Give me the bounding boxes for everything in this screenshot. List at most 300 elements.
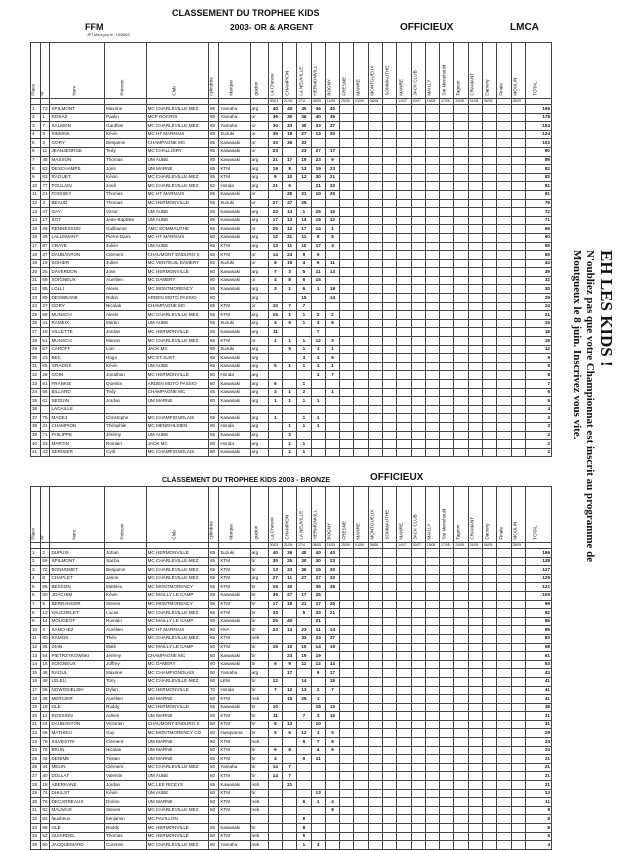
table-cell: 1 — [311, 354, 325, 363]
column-header-label: MONTGUEUX — [369, 510, 375, 540]
side-line-3: Montgueux le 8 juin. Inscrivez vous vite. — [571, 250, 583, 440]
table-cell — [340, 609, 354, 618]
table-cell: 1 — [311, 414, 325, 423]
column-header — [268, 43, 282, 99]
table-cell: arg — [250, 414, 268, 423]
table-cell — [411, 566, 425, 575]
column-header-label: HERMONVILL — [312, 510, 318, 540]
table-cell: MC CHAMPIGNOLAIS — [146, 669, 208, 678]
table-cell: MC CHARLEVILLE-MEZ — [146, 105, 208, 114]
table-cell: BRUN — [50, 746, 105, 755]
table-cell — [425, 105, 439, 114]
table-cell: 1 — [297, 345, 311, 354]
table-cell: 8 — [283, 276, 297, 285]
table-cell — [411, 591, 425, 600]
table-cell — [497, 388, 511, 397]
table-cell — [340, 122, 354, 131]
table-cell — [468, 772, 482, 781]
table-cell — [454, 763, 468, 772]
table-cell — [397, 276, 411, 285]
table-cell: DAUBANTON — [50, 251, 105, 260]
table-cell — [397, 798, 411, 807]
table-cell: UM MARNE — [146, 755, 208, 764]
table-cell: RAMEIX — [50, 319, 105, 328]
total-cell: 21 — [525, 772, 551, 781]
table-cell — [397, 549, 411, 558]
table-cell — [368, 139, 382, 148]
table-cell: 1 — [297, 208, 311, 217]
table-cell: 3 — [41, 139, 50, 148]
table-cell: ROSAZ — [50, 113, 105, 122]
table-cell — [354, 105, 368, 114]
table-cell — [468, 557, 482, 566]
table-cell — [511, 746, 525, 755]
table-cell: or — [250, 199, 268, 208]
column-header — [311, 487, 325, 543]
table-cell: 1 — [311, 695, 325, 704]
table-row — [31, 208, 552, 217]
table-cell — [411, 772, 425, 781]
date-cell: 27/4 — [297, 543, 311, 549]
table-cell: Kawasaki — [219, 147, 250, 156]
table-cell — [354, 626, 368, 635]
table-cell: 82 — [208, 182, 218, 191]
table-cell: 14 — [283, 208, 297, 217]
table-cell — [440, 626, 454, 635]
table-cell — [354, 173, 368, 182]
table-cell — [468, 345, 482, 354]
table-row — [31, 199, 552, 208]
table-cell: DOLLAT — [50, 772, 105, 781]
table-cell: SPILMONT — [50, 105, 105, 114]
table-cell — [454, 156, 468, 165]
table-cell: 65 — [208, 824, 218, 833]
table-cell — [368, 380, 382, 389]
table-cell — [397, 557, 411, 566]
table-cell — [411, 259, 425, 268]
table-cell — [511, 190, 525, 199]
table-cell — [411, 669, 425, 678]
table-cell — [454, 268, 468, 277]
table-cell: 5 — [325, 354, 339, 363]
table-cell: 38 — [31, 422, 41, 431]
table-cell — [497, 371, 511, 380]
table-cell: 1 — [268, 397, 282, 406]
table-cell: 5 — [31, 583, 41, 592]
table-cell — [354, 815, 368, 824]
table-cell — [454, 557, 468, 566]
table-cell — [340, 328, 354, 337]
table-cell — [482, 190, 496, 199]
table-cell: 65 — [208, 600, 218, 609]
table-cell: arg — [250, 448, 268, 457]
date-cell: 21/04 — [283, 543, 297, 549]
table-cell — [497, 557, 511, 566]
table-cell — [482, 328, 496, 337]
table-cell — [468, 405, 482, 414]
table-cell — [440, 328, 454, 337]
table-cell — [382, 285, 396, 294]
table-cell — [425, 130, 439, 139]
table-cell: br — [250, 600, 268, 609]
table-row — [31, 609, 552, 618]
table-cell — [497, 216, 511, 225]
table-cell — [411, 122, 425, 131]
table-cell: 24 — [31, 302, 41, 311]
table-cell: 23 — [297, 626, 311, 635]
table-cell — [340, 806, 354, 815]
table-cell: DECARREAUX — [50, 798, 105, 807]
table-cell: GORY — [50, 302, 105, 311]
column-header — [525, 43, 551, 99]
table-cell: 7 — [31, 156, 41, 165]
table-cell — [340, 600, 354, 609]
table-cell: MERCIER — [50, 695, 105, 704]
table-cell — [368, 165, 382, 174]
table-row — [31, 626, 552, 635]
table-cell: BEC — [50, 354, 105, 363]
table-cell: 6 — [268, 746, 282, 755]
table-cell: 15 — [325, 677, 339, 686]
table-cell — [311, 832, 325, 841]
table-row — [31, 397, 552, 406]
table-cell: br — [250, 591, 268, 600]
table-cell: 19 — [311, 652, 325, 661]
table-cell — [468, 789, 482, 798]
table-cell: 65 — [208, 285, 218, 294]
table-cell: 23 — [283, 251, 297, 260]
total-cell: 30 — [525, 285, 551, 294]
table-cell — [468, 815, 482, 824]
total-cell: 24 — [525, 738, 551, 747]
table-cell: 1 — [297, 414, 311, 423]
table-cell: arg — [250, 371, 268, 380]
table-cell: 65 — [208, 311, 218, 320]
table-cell: 23 — [297, 147, 311, 156]
table-cell — [425, 233, 439, 242]
table-cell: 71 — [41, 431, 50, 440]
table-cell — [340, 165, 354, 174]
table-cell — [454, 806, 468, 815]
table-cell: arg — [250, 294, 268, 303]
table-cell — [340, 738, 354, 747]
table-cell: MATHIEU — [50, 729, 105, 738]
table-cell — [440, 440, 454, 449]
table-cell — [411, 763, 425, 772]
table-cell — [468, 549, 482, 558]
table-cell: CHAMPION — [50, 422, 105, 431]
table-cell — [397, 233, 411, 242]
table-cell — [397, 388, 411, 397]
table-cell — [283, 738, 297, 747]
table-cell — [425, 251, 439, 260]
total-cell: 5 — [525, 397, 551, 406]
table-cell: or — [250, 259, 268, 268]
table-cell: 50 — [208, 746, 218, 755]
table-cell — [411, 139, 425, 148]
column-header-label: FRESNE — [341, 77, 347, 96]
table-cell — [482, 311, 496, 320]
table-cell: 4 — [311, 746, 325, 755]
table-cell — [411, 626, 425, 635]
table-cell — [425, 311, 439, 320]
total-cell: 29 — [525, 729, 551, 738]
table-cell: 65 — [41, 362, 50, 371]
table-cell: CHAMPAGNE MC — [146, 652, 208, 661]
column-header — [250, 43, 268, 99]
table-cell — [283, 634, 297, 643]
table-cell: Kawasaki — [219, 388, 250, 397]
table-cell: SPILMONT — [50, 557, 105, 566]
table-cell — [511, 806, 525, 815]
table-cell: Aurélien — [105, 626, 147, 635]
table-cell: Jason — [105, 574, 147, 583]
table-cell: 1 — [311, 397, 325, 406]
table-cell: br — [250, 712, 268, 721]
table-cell: CHAUMONT ENDURO S — [146, 720, 208, 729]
table-cell — [454, 190, 468, 199]
table-cell — [297, 669, 311, 678]
table-cell: 1 — [297, 319, 311, 328]
table-cell — [368, 772, 382, 781]
table-cell: 65 — [208, 549, 218, 558]
table-cell — [425, 448, 439, 457]
table-cell: 82 — [41, 815, 50, 824]
table-cell — [382, 695, 396, 704]
date-cell: 20/07 — [411, 99, 425, 105]
table-cell: KTM — [219, 643, 250, 652]
table-cell — [397, 440, 411, 449]
table-cell — [497, 566, 511, 575]
table-cell — [411, 113, 425, 122]
table-cell: Kawasaki — [219, 362, 250, 371]
table-cell: br — [250, 755, 268, 764]
table-cell — [219, 405, 250, 414]
table-row — [31, 319, 552, 328]
table-cell — [354, 139, 368, 148]
table-cell — [440, 634, 454, 643]
column-header-label: TOTAL — [532, 525, 538, 540]
table-cell — [454, 380, 468, 389]
table-cell — [382, 806, 396, 815]
table-cell — [368, 824, 382, 833]
table-cell — [368, 345, 382, 354]
table-cell — [482, 173, 496, 182]
table-cell — [440, 319, 454, 328]
table-cell: 89 — [41, 294, 50, 303]
total-cell: 31 — [525, 712, 551, 721]
table-cell — [368, 440, 382, 449]
table-cell — [511, 405, 525, 414]
table-cell — [325, 276, 339, 285]
table-cell — [382, 414, 396, 423]
table-cell: 19 — [268, 165, 282, 174]
table-cell: 82 — [208, 259, 218, 268]
table-cell: MC MAILLY LE CAMP — [146, 591, 208, 600]
table-cell — [411, 380, 425, 389]
table-cell — [497, 251, 511, 260]
table-cell — [340, 557, 354, 566]
table-row — [31, 729, 552, 738]
table-cell: MC HT MARNAIS — [146, 233, 208, 242]
table-cell: 30 — [283, 113, 297, 122]
table-cell: 17 — [311, 242, 325, 251]
table-cell — [325, 328, 339, 337]
table-cell — [425, 806, 439, 815]
table-cell — [382, 677, 396, 686]
column-header-label: Nom — [71, 530, 77, 540]
table-cell: 19 — [325, 643, 339, 652]
table-cell: 23 — [325, 557, 339, 566]
table-cell: Yamaha — [219, 669, 250, 678]
officieux-label: OFFICIEUX — [400, 22, 454, 33]
table-cell — [283, 806, 297, 815]
table-cell — [354, 440, 368, 449]
table-cell — [482, 634, 496, 643]
table-cell — [497, 311, 511, 320]
table-cell — [311, 199, 325, 208]
table-cell: 60 — [208, 652, 218, 661]
table-cell — [340, 139, 354, 148]
table-cell — [368, 251, 382, 260]
table-cell — [397, 448, 411, 457]
total-cell: 9 — [525, 354, 551, 363]
table-cell — [425, 242, 439, 251]
table-cell — [440, 841, 454, 850]
table-cell — [468, 285, 482, 294]
table-cell — [454, 319, 468, 328]
table-cell: 27 — [31, 328, 41, 337]
table-cell — [340, 789, 354, 798]
table-cell — [397, 566, 411, 575]
table-cell: 15 — [31, 225, 41, 234]
table-cell — [497, 173, 511, 182]
table-row — [31, 815, 552, 824]
table-cell: Kévin — [105, 591, 147, 600]
table-cell: UM MARNE — [146, 165, 208, 174]
table-cell — [354, 669, 368, 678]
table-row — [31, 268, 552, 277]
table-cell — [397, 609, 411, 618]
table-cell — [368, 643, 382, 652]
table-cell — [283, 755, 297, 764]
table-cell: 6 — [297, 285, 311, 294]
table-cell — [425, 440, 439, 449]
date-cell: 31/08 — [468, 543, 482, 549]
table-cell — [268, 738, 282, 747]
table-cell — [368, 285, 382, 294]
column-header — [468, 487, 482, 543]
table-row — [31, 190, 552, 199]
table-cell — [454, 182, 468, 191]
table-cell — [497, 755, 511, 764]
table-row — [31, 251, 552, 260]
table-cell — [454, 832, 468, 841]
table-cell — [382, 686, 396, 695]
column-header-label: Club — [171, 530, 177, 540]
table-cell: 30 — [31, 798, 41, 807]
table-cell — [468, 397, 482, 406]
table-cell — [382, 566, 396, 575]
table-cell: 36 — [311, 583, 325, 592]
table-cell — [340, 156, 354, 165]
table-cell — [354, 789, 368, 798]
table-cell: 6 — [283, 729, 297, 738]
table-cell: 5 — [268, 729, 282, 738]
table-row — [31, 388, 552, 397]
table-cell — [425, 182, 439, 191]
table-cell: br — [250, 643, 268, 652]
table-cell: PIETRZYKOWSKI — [50, 652, 105, 661]
table-cell — [511, 147, 525, 156]
table-cell — [411, 729, 425, 738]
table-cell: 1 — [283, 337, 297, 346]
table-cell — [340, 199, 354, 208]
table-row — [31, 566, 552, 575]
table-cell — [497, 354, 511, 363]
table-cell — [340, 763, 354, 772]
table-cell — [368, 669, 382, 678]
table-cell — [440, 566, 454, 575]
table-cell: NOWOSIELSKI — [50, 686, 105, 695]
table-cell — [511, 677, 525, 686]
table-cell: 65 — [208, 354, 218, 363]
table-cell — [454, 660, 468, 669]
table-cell: 17 — [268, 216, 282, 225]
table-cell — [368, 686, 382, 695]
table-cell: MUNSCH — [50, 337, 105, 346]
table-cell — [340, 225, 354, 234]
table-cell — [468, 105, 482, 114]
table-cell: 35 — [268, 130, 282, 139]
table-cell: 28 — [31, 781, 41, 790]
table-cell — [382, 225, 396, 234]
table-cell: 80 — [208, 268, 218, 277]
table-cell — [482, 113, 496, 122]
table-cell — [368, 609, 382, 618]
table-cell: MAUVAIS — [50, 806, 105, 815]
table-cell: 1 — [311, 371, 325, 380]
table-cell — [440, 311, 454, 320]
table-cell — [425, 216, 439, 225]
date-cell: 24/08 — [454, 99, 468, 105]
table-cell: MC HERMONVILLE — [146, 824, 208, 833]
table-cell — [340, 414, 354, 423]
total-cell: 124 — [525, 130, 551, 139]
table-cell — [368, 789, 382, 798]
table-cell — [482, 422, 496, 431]
table-cell: Théo — [105, 634, 147, 643]
column-header-label: LA NEUVILLE — [298, 511, 304, 540]
table-cell: 33 — [311, 122, 325, 131]
table-cell: DIAB — [50, 643, 105, 652]
table-cell — [411, 242, 425, 251]
table-cell: 14 — [31, 216, 41, 225]
table-cell — [368, 388, 382, 397]
table-cell: 3 — [311, 712, 325, 721]
table-cell: 65 — [208, 242, 218, 251]
table-cell — [411, 130, 425, 139]
table-cell — [382, 815, 396, 824]
table-cell — [511, 268, 525, 277]
table-cell: 1 — [297, 841, 311, 850]
table-row — [31, 591, 552, 600]
table-cell: SOIGNEUX — [50, 660, 105, 669]
table-cell: 85 — [208, 216, 218, 225]
table-cell: Kawasaki — [219, 208, 250, 217]
table-cell — [311, 763, 325, 772]
table-cell: 17 — [325, 669, 339, 678]
